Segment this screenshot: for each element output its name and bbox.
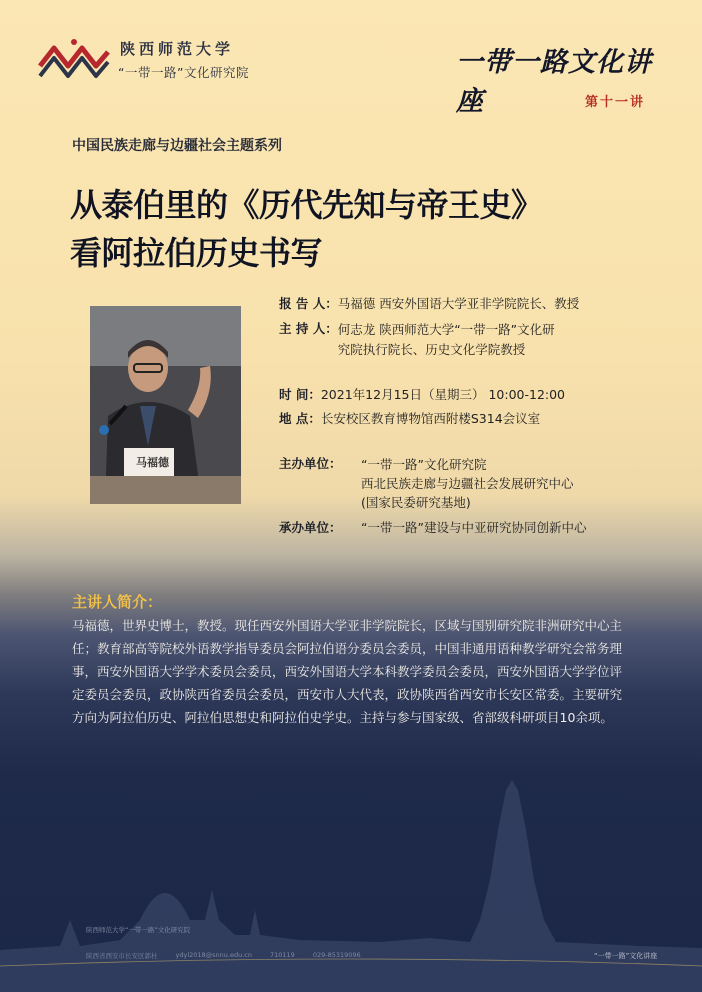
footer-phone: 029-85319096 [312,951,361,959]
footer-institute: 陕西师范大学“一带一路”文化研究院 [86,926,191,934]
host-row [279,320,619,360]
lecture-series-title: 一带一路文化讲座 [456,47,652,117]
speaker-photo-illustration [90,306,241,504]
organizer-label: 主办单位： [279,456,342,471]
lecture-number: 第十一讲 [585,95,646,110]
coorganizer-label: 承办单位： [279,520,342,535]
footer-email: ydyl2018@snnu.edu.cn [175,951,252,959]
organizer-row [279,455,574,512]
speaker-row [279,295,579,312]
footer-contact [86,951,361,960]
institute-name: “一带一路”文化研究院 [118,65,249,80]
university-name: 陕西师范大学 [120,40,235,58]
host-value: 何志龙 陕西师范大学“一带一路”文化研 究院执行院长、历史文化学院教授 [337,322,555,357]
organizer-value: “一带一路”文化研究院 西北民族走廊与边疆社会发展研究中心 (国家民委研究基地) [361,457,574,510]
footer-brand: “一带一路”文化讲座 [594,952,658,960]
institute-logo-icon [36,36,112,82]
place-value: 长安校区教育博物馆西附楼S314会议室 [320,411,541,426]
topic-series: 中国民族走廊与边疆社会主题系列 [72,138,282,154]
speaker-intro-body: 马福德，世界史博士，教授。现任西安外国语大学亚非学院院长，区域与国别研究院非洲研究中心主任；教育部高等院校外语教学指导委员会阿拉伯语分委员会委员，中国非通用语种教学研究会常务理事，西安外国语大学学术委员会委员，西安外国语大学本科教学委员会委员，西安外国语大学学位评定委员会委员，政协陕西省委员会委员，西安市人大代表，政协陕西省西安市长安区常委。主要研究方向为阿拉伯历史、阿拉伯思想史和阿拉伯史学史。主持与参与国家级、省部级科研项目10余项。 [72,618,623,725]
lecture-title-line1: 从泰伯里的《历代先知与帝王史》 [70,186,543,224]
coorganizer-value: “一带一路”建设与中亚研究协同创新中心 [361,520,587,535]
place-label: 地 点： [279,411,321,426]
speaker-label: 报 告 人： [279,296,338,311]
time-value: 2021年12月15日（星期三） 10:00-12:00 [320,387,566,402]
time-label: 时 间： [279,387,321,402]
speaker-nameplate: 马福德 [136,456,169,469]
coorganizer-row [279,519,586,536]
host-label: 主 持 人： [279,321,338,336]
speaker-photo [90,306,241,504]
lecture-title-line2: 看阿拉伯历史书写 [70,234,323,272]
footer-address: 陕西省西安市长安区郭杜 [86,952,158,960]
time-row [279,386,565,403]
footer-postcode: 710119 [269,951,295,959]
place-row [279,410,540,427]
speaker-intro-heading: 主讲人简介： [72,593,163,611]
speaker-value: 马福德 西安外国语大学亚非学院院长、教授 [337,296,580,311]
